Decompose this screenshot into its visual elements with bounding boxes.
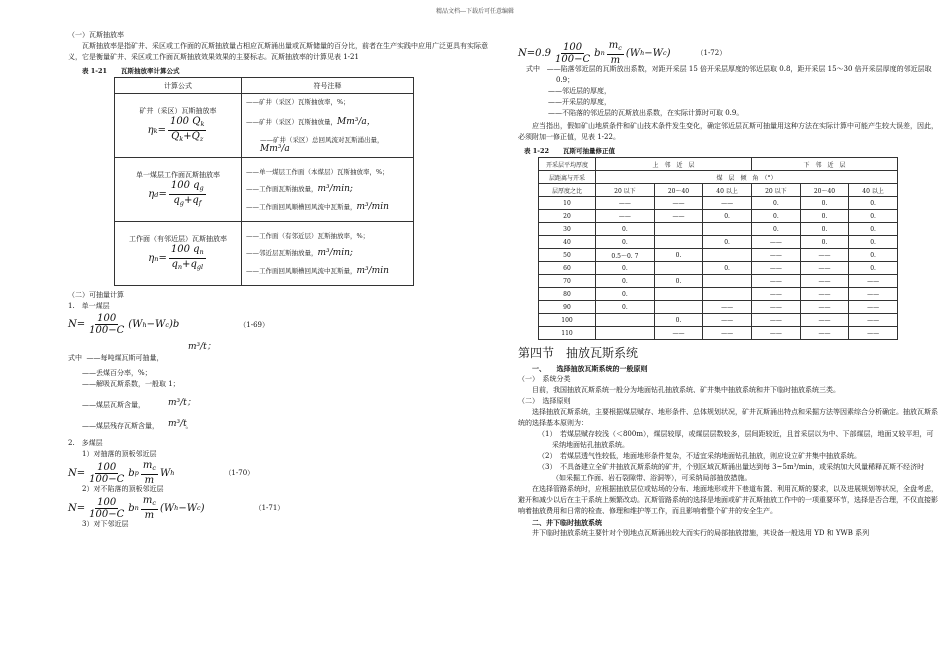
- equation-number: （1-72）: [696, 49, 727, 57]
- equation-1-71: [68, 495, 488, 519]
- table-caption-number: 表 1-22: [524, 147, 550, 155]
- notes-cell: [242, 158, 414, 222]
- eq-num: 100: [563, 41, 583, 53]
- value-cell: ——: [800, 314, 848, 327]
- formula-label: 单一煤层工作面瓦斯抽放率: [136, 171, 220, 179]
- table-caption-title: 瓦斯可抽量修正值: [563, 147, 616, 155]
- paragraph-extraction-rate: 瓦斯抽放率是指矿井、采区或工作面的瓦斯抽放量占相应瓦斯涌出量或瓦斯储量的百分比，前者在生产实践中应用广泛更具有实际意义，它是衡量矿井、采区或工作面瓦斯抽放效果效果的主要标志。瓦斯抽放率的计算见表 1-21: [68, 42, 488, 61]
- fraction-numerator: [168, 116, 206, 131]
- formula-fraction: [169, 180, 206, 209]
- fraction-numerator: [169, 180, 206, 195]
- where-item: ——每吨煤瓦斯可抽量，: [86, 354, 164, 362]
- header-cell: 20～40: [654, 184, 702, 197]
- ratio-cell: 90: [539, 301, 596, 314]
- notes-cell: [242, 222, 414, 286]
- value-cell: 0.: [703, 262, 752, 275]
- num-sub: g: [199, 184, 204, 192]
- fraction-denominator: [169, 131, 205, 145]
- note-text: ——邻近层瓦斯抽放量，: [246, 249, 318, 257]
- formula-fraction: [168, 116, 206, 145]
- formula-label: 工作面（有邻近层）瓦斯抽放率: [129, 235, 227, 243]
- table-row: [539, 301, 898, 314]
- period: 。: [185, 422, 193, 430]
- value-cell: ——: [800, 288, 848, 301]
- formula: η n = $\frac{100 q_n}{q_n+q_{gl}}$: [148, 244, 204, 271]
- note-line: [246, 114, 409, 127]
- value-cell: ——: [751, 301, 800, 314]
- value-cell: ——: [654, 210, 702, 223]
- header-cell: 20 以下: [751, 184, 800, 197]
- eq-num: [607, 40, 624, 55]
- den-var2: q: [192, 195, 199, 206]
- unit: m³/t: [168, 419, 187, 429]
- correction-table-body: [539, 197, 898, 340]
- eq-sub: p: [134, 469, 139, 477]
- note-line: [246, 167, 409, 176]
- eq-lhs: N=: [68, 502, 86, 514]
- chapter-title: 第四节 抽放瓦斯系统: [518, 346, 639, 360]
- formula-label: 矿井（采区）瓦斯抽放率: [139, 107, 217, 115]
- where-item: ——煤层瓦斯含量，: [82, 401, 145, 409]
- rule-item: （2） 若煤层透气性较低，地面地形条件复杂，不适宜采纳地面钻孔抽放，则应设立矿井集中抽放系统。: [538, 452, 861, 460]
- section-heading-temporary: 二、井下临时抽放系统: [532, 518, 602, 527]
- equation-1-70: [68, 460, 488, 484]
- value-cell: 0.: [654, 249, 702, 262]
- equation-1-69: [68, 312, 488, 334]
- value-cell: ——: [751, 249, 800, 262]
- note-unit: Mm³/a，: [337, 117, 376, 127]
- where-text: ——煤层残存瓦斯含量，: [82, 422, 156, 430]
- eq-fraction: [87, 313, 126, 336]
- note-text: ——单一煤层工作面（本煤层）瓦斯抽放率，%；: [246, 168, 389, 176]
- equation-1-72: [518, 40, 938, 64]
- eq-num: 100: [97, 461, 117, 473]
- den-sub2: gl: [196, 263, 204, 271]
- header-cell: 上 邻 近 层: [596, 158, 752, 171]
- eq-sub: n: [134, 504, 139, 512]
- where-item: ——丢煤百分率，%；: [82, 369, 152, 377]
- note-unit: m³/min;: [317, 184, 353, 194]
- coef: 100: [170, 180, 190, 191]
- eq-fraction: [607, 40, 624, 66]
- eq-sub: c: [662, 49, 667, 57]
- value-cell: [703, 275, 752, 288]
- table-row: [539, 262, 898, 275]
- eq-den: 100−C: [89, 325, 125, 336]
- subsection-multi-seam: 2. 多煤层: [68, 439, 103, 447]
- equation-body: [68, 313, 269, 336]
- formula-cell: [115, 158, 242, 222]
- header-cell: 开采层平均厚度: [539, 158, 596, 171]
- header-cell: 20 以下: [596, 184, 655, 197]
- paragraph-pipeline: 在选择管路系统时，应根据抽放层位或钻场的分布、地面地形或井下巷道布置、利用瓦斯的要求，以及进展规划等状况，全盘考虑，避开和减少以后在主干系统上频繁改动。瓦斯管路系统的选择是地面或矿井瓦斯抽放工作中的一项重要环节，选择是否合理，不仅直接影响着抽放费用和日常的检查、修理和维护等工作，而且影响着整个矿井的安全生产。: [518, 485, 938, 515]
- note-unit: m³/min;: [317, 248, 353, 258]
- ratio-cell: 70: [539, 275, 596, 288]
- note-text: ——工作面（有邻近层）瓦斯抽放率，%；: [246, 232, 370, 240]
- formula-cell: [115, 222, 242, 286]
- formula-lhs-sub: k: [153, 126, 158, 135]
- ratio-cell: 60: [539, 262, 596, 275]
- value-cell: 0.: [751, 197, 800, 210]
- ratio-cell: 80: [539, 288, 596, 301]
- note-text: ——工作面回风顺槽回风流中瓦斯量，: [246, 203, 357, 211]
- value-cell: ——: [703, 314, 752, 327]
- den-sub2: z: [199, 135, 204, 143]
- ratio-cell: 30: [539, 223, 596, 236]
- eq-den: m: [144, 475, 155, 486]
- header-notes: 符号注释: [242, 78, 414, 94]
- value-cell: ——: [849, 327, 898, 340]
- equation-number: （1-70）: [224, 469, 255, 477]
- value-cell: ——: [751, 327, 800, 340]
- eq-sub: h: [170, 469, 175, 477]
- value-cell: 0.: [800, 210, 848, 223]
- fraction-numerator: [169, 244, 206, 259]
- m: m: [142, 495, 153, 506]
- num-var: q: [193, 180, 200, 191]
- note-line: [246, 202, 409, 212]
- eq-part: W: [159, 467, 171, 479]
- value-cell: ——: [751, 236, 800, 249]
- eq-num: 100: [97, 313, 117, 324]
- m: m: [608, 40, 619, 51]
- value-cell: ——: [751, 288, 800, 301]
- header-cell: 40 以上: [849, 184, 898, 197]
- table-row: [539, 236, 898, 249]
- value-cell: 0.: [800, 223, 848, 236]
- equation-body: N= $\frac{100}{100-C}$ b p $\frac{m_c}{m}$ W h （1-70）: [68, 460, 255, 486]
- value-cell: 0.: [751, 210, 800, 223]
- value-cell: 0.: [751, 223, 800, 236]
- header-cell: 煤 层 倾 角 （°）: [596, 171, 898, 184]
- value-cell: 0.: [596, 288, 655, 301]
- table-row: [539, 223, 898, 236]
- formula-lhs: η: [148, 253, 155, 264]
- note-text: ——矿井（采区）总回风流对瓦斯涌出量，: [260, 136, 384, 144]
- ratio-cell: 50: [539, 249, 596, 262]
- table-row: [539, 288, 898, 301]
- eq-lhs: N=0.9: [518, 47, 552, 59]
- den-sub2: f: [198, 199, 202, 207]
- value-cell: ——: [703, 197, 752, 210]
- paragraph-principles: 选择抽放瓦斯系统，主要根据煤层赋存、地形条件、总体规划状况，矿井瓦斯涌出特点和采掘方法等因素综合分析确定。抽放瓦斯系统的选择基本原则为：: [518, 408, 938, 427]
- rule-item: （1） 若煤层赋存较浅（＜800m），煤层较厚，或煤层层数较多，层间距较近，且首采层以为中、下部煤层，地面又较平坦，可采纳地面钻孔抽放系统。: [538, 430, 934, 449]
- den-var2: Q: [191, 131, 200, 142]
- right-column: [518, 40, 938, 539]
- table-row: [115, 158, 414, 222]
- value-cell: ——: [800, 249, 848, 262]
- note-line: [246, 231, 409, 240]
- value-cell: ——: [800, 327, 848, 340]
- value-cell: 0.: [596, 301, 655, 314]
- ratio-cell: 100: [539, 314, 596, 327]
- eq-den: m: [610, 55, 621, 66]
- table-header-row: [539, 184, 898, 197]
- den-sub: k: [179, 135, 184, 143]
- eq-fraction: [141, 495, 158, 521]
- value-cell: [596, 327, 655, 340]
- value-cell: ——: [849, 314, 898, 327]
- table-caption-number: 表 1-21: [82, 67, 108, 75]
- note-text: ——工作面回风顺槽回风流中瓦斯量，: [246, 267, 357, 275]
- note-line: [246, 248, 409, 258]
- where-item: ——邻近层的厚度，: [548, 87, 611, 95]
- value-cell: [703, 288, 752, 301]
- value-cell: ——: [800, 275, 848, 288]
- table-row: [115, 222, 414, 286]
- correction-table: [538, 157, 898, 340]
- subsection-classification: （一） 系统分类: [518, 375, 571, 383]
- header-cell: 下 邻 近 层: [751, 158, 897, 171]
- eq-num: [141, 460, 158, 475]
- where-label: 式中: [526, 65, 540, 73]
- note-line: [246, 135, 409, 154]
- table-header-row: [115, 78, 414, 94]
- eq-lhs: N=: [68, 467, 86, 479]
- table-caption: [524, 146, 938, 155]
- value-cell: [654, 288, 702, 301]
- value-cell: ——: [751, 275, 800, 288]
- table-caption-title: 瓦斯抽放率计算公式: [121, 67, 180, 75]
- value-cell: [596, 314, 655, 327]
- value-cell: 0.5～0. 7: [596, 249, 655, 262]
- formula-lhs: η: [148, 189, 155, 200]
- note-unit: m³/min: [356, 266, 389, 276]
- note-text: ——矿井（采区）瓦斯抽放量，: [246, 118, 337, 126]
- num-sub: n: [199, 248, 204, 256]
- fraction-denominator: [171, 195, 203, 209]
- section-heading-principles: 一、 选择抽放瓦斯系统的一般原则: [532, 364, 648, 373]
- subsection-single-seam: 1. 单一煤层: [68, 302, 110, 310]
- value-cell: 0.: [849, 262, 898, 275]
- den-op: +: [182, 259, 191, 270]
- value-cell: 0.: [703, 236, 752, 249]
- fraction-denominator: [169, 259, 205, 273]
- value-cell: [703, 249, 752, 262]
- value-cell: [654, 301, 702, 314]
- page-header: 精品文档---下载后可任意编辑: [435, 8, 515, 15]
- value-cell: ——: [596, 197, 655, 210]
- table-caption: [82, 66, 488, 75]
- den-op: +: [183, 195, 193, 206]
- where-item: ——解吸瓦斯系数，一般取 1；: [82, 380, 180, 388]
- eq-sub: n: [600, 49, 605, 57]
- paragraph-correction: 应当指出，假如矿山地质条件和矿山技术条件发生变化，确定邻近层瓦斯可抽量用这种方法在实际计算中可能产生较大误差，因此，必须附加一修正值，见表 1-22。: [518, 122, 938, 141]
- value-cell: ——: [751, 314, 800, 327]
- note-line: [246, 184, 409, 194]
- value-cell: ——: [849, 275, 898, 288]
- eq-den: 100−C: [555, 53, 591, 65]
- table-row: [539, 327, 898, 340]
- m: m: [142, 460, 153, 471]
- table-header-row: [539, 171, 898, 184]
- where-line: [68, 353, 488, 364]
- notes-cell: [242, 94, 414, 158]
- eq-sub: h: [640, 49, 645, 57]
- note-unit: m³/min: [356, 202, 389, 212]
- eq-sub: h: [142, 320, 147, 329]
- value-cell: 0.: [654, 314, 702, 327]
- formula-lhs-sub: d: [154, 190, 159, 199]
- den-var2: q: [190, 259, 197, 270]
- eq-fraction: [141, 460, 158, 486]
- num-var: q: [193, 244, 200, 255]
- table-row: [539, 197, 898, 210]
- value-cell: ——: [849, 288, 898, 301]
- value-cell: 0.: [703, 210, 752, 223]
- where-item: [68, 421, 488, 432]
- subsection-noncaving-roof: 2）对不陷落的顶板邻近层: [82, 485, 164, 493]
- eq-den: m: [144, 510, 155, 521]
- section-title-extractable: （二）可抽量计算: [68, 291, 124, 299]
- formula-lhs-sub: n: [154, 254, 159, 263]
- note-text: ——工作面瓦斯抽放量，: [246, 185, 318, 193]
- extraction-rate-table: [114, 77, 414, 286]
- value-cell: 0.: [596, 262, 655, 275]
- section-title-extraction-rate: （一）瓦斯抽放率: [68, 31, 124, 39]
- header-cell: 层距离与开采: [539, 171, 596, 184]
- equation-number: （1-71）: [254, 504, 285, 512]
- eq-den: 100−C: [89, 473, 125, 485]
- where-item: ——不陷落的邻近层的瓦斯放出系数，在实际计算时可取 0.9。: [548, 109, 744, 117]
- value-cell: 0.: [849, 249, 898, 262]
- value-cell: ——: [800, 301, 848, 314]
- num-sub: k: [200, 120, 205, 128]
- equation-body: N=0.9 $\frac{100}{100-C}$ b n $\frac{m_c}{m}$ (W h −W c ) （1-72）: [518, 40, 727, 66]
- value-cell: 0.: [849, 223, 898, 236]
- eq-sub: c: [165, 320, 169, 329]
- left-column: [68, 30, 488, 530]
- eq-fraction: [87, 497, 126, 520]
- value-cell: 0.: [654, 275, 702, 288]
- value-cell: ——: [596, 210, 655, 223]
- den-var: q: [173, 195, 180, 206]
- m-sub: c: [618, 44, 622, 52]
- equation-body: N= $\frac{100}{100-C}$ b n $\frac{m_c}{m}$ (W h −W c ) （1-71）: [68, 495, 285, 521]
- ratio-cell: 40: [539, 236, 596, 249]
- header-cell: 40 以上: [703, 184, 752, 197]
- den-var: q: [171, 259, 178, 270]
- where-item: ——开采层的厚度，: [548, 98, 611, 106]
- formula: η d = $\frac{100 q_g}{q_g+q_f}$: [148, 180, 204, 207]
- table-row: [539, 210, 898, 223]
- coef: 100: [169, 116, 190, 127]
- table-header-row: [539, 158, 898, 171]
- ratio-cell: 20: [539, 210, 596, 223]
- eq-fraction: [87, 462, 126, 485]
- den-op: +: [183, 131, 192, 142]
- value-cell: ——: [703, 301, 752, 314]
- where-label: 式中: [68, 354, 82, 362]
- value-cell: 0.: [849, 197, 898, 210]
- num-var: Q: [192, 116, 201, 127]
- subsection-lower-adjacent: 3）对下邻近层: [82, 520, 129, 528]
- den-sub: g: [179, 199, 184, 207]
- note-text: ——矿井（采区）瓦斯抽放率，%；: [246, 98, 350, 106]
- unit: m³/t；: [168, 398, 196, 408]
- eq-sub: h: [174, 504, 179, 512]
- m-sub: c: [152, 464, 156, 472]
- den-sub: n: [177, 263, 183, 271]
- equation-number: （1-69）: [239, 320, 269, 329]
- eq-unit-line: [68, 334, 488, 353]
- eq-num: 100: [97, 496, 117, 508]
- value-cell: ——: [703, 327, 752, 340]
- rule-item: （3） 不具备建立全矿井抽放瓦斯系统的矿井，个别区域瓦斯涌出量达到每 3~5m³/min，或采纳加大风量稀释瓦斯不经济时（如采掘工作面、岩石裂隙带、浴洞等），可采纳局部抽放措施。: [538, 463, 925, 482]
- eq-num: [141, 495, 158, 510]
- value-cell: [703, 223, 752, 236]
- subsection-caving-roof: 1）对抽落的顶板邻近层: [82, 450, 157, 458]
- eq-lhs: N=: [68, 319, 86, 330]
- table-row: [539, 249, 898, 262]
- eq-unit: m³/t；: [188, 342, 216, 352]
- value-cell: [654, 262, 702, 275]
- value-cell: [654, 236, 702, 249]
- value-cell: ——: [800, 262, 848, 275]
- value-cell: 0.: [596, 236, 655, 249]
- value-cell: [654, 223, 702, 236]
- where-item: ——陷落邻近层的瓦斯放出系数，对距开采层 15 倍开采层厚度的邻近层取 0.8，距开采层 15～30 倍开采层厚度的邻近层取 0.9；: [546, 65, 932, 84]
- value-cell: ——: [654, 197, 702, 210]
- paragraph-classification: 目前，我国抽放瓦斯系统一般分为地面钻孔抽放系统、矿井集中抽放系统和井下临时抽放系统三类。: [532, 386, 840, 394]
- coef: 100: [170, 244, 190, 255]
- subsection-principles: （二） 选择原则: [518, 397, 571, 405]
- eq-part: −W: [146, 319, 166, 330]
- value-cell: 0.: [849, 210, 898, 223]
- formula-lhs: η: [147, 125, 154, 136]
- den-var: Q: [171, 131, 180, 142]
- note-unit: Mm³/a: [260, 144, 290, 154]
- eq-den: 100−C: [89, 508, 125, 520]
- eq-fraction: [553, 42, 592, 65]
- table-row: [115, 94, 414, 158]
- value-cell: ——: [751, 262, 800, 275]
- paragraph-temporary: 井下临时抽放系统主要针对个别地点瓦斯涌出较大而实行的局部抽放措施，其设备一般选用 YD 和 YWB 系列: [532, 529, 870, 537]
- eq-part: (W: [128, 319, 143, 330]
- where-line: [518, 64, 938, 86]
- table-row: [539, 314, 898, 327]
- formula-fraction: [169, 244, 206, 273]
- value-cell: 0.: [596, 223, 655, 236]
- value-cell: 0.: [800, 197, 848, 210]
- table-row: [539, 275, 898, 288]
- formula-cell: [115, 94, 242, 158]
- note-line: [246, 97, 409, 106]
- eq-sub: c: [197, 504, 201, 512]
- value-cell: 0.: [596, 275, 655, 288]
- value-cell: ——: [654, 327, 702, 340]
- header-cell: 20～40: [800, 184, 848, 197]
- header-cell: 层厚度之比: [539, 184, 596, 197]
- eq-part: )b: [168, 319, 180, 330]
- m-sub: c: [152, 499, 156, 507]
- header-formula: 计算公式: [115, 78, 242, 94]
- value-cell: 0.: [800, 236, 848, 249]
- value-cell: ——: [849, 301, 898, 314]
- ratio-cell: 110: [539, 327, 596, 340]
- note-line: [246, 266, 409, 276]
- value-cell: 0.: [849, 236, 898, 249]
- ratio-cell: 10: [539, 197, 596, 210]
- formula: η k = $\frac{100 Q_k}{Q_k+Q_z}$: [147, 116, 205, 143]
